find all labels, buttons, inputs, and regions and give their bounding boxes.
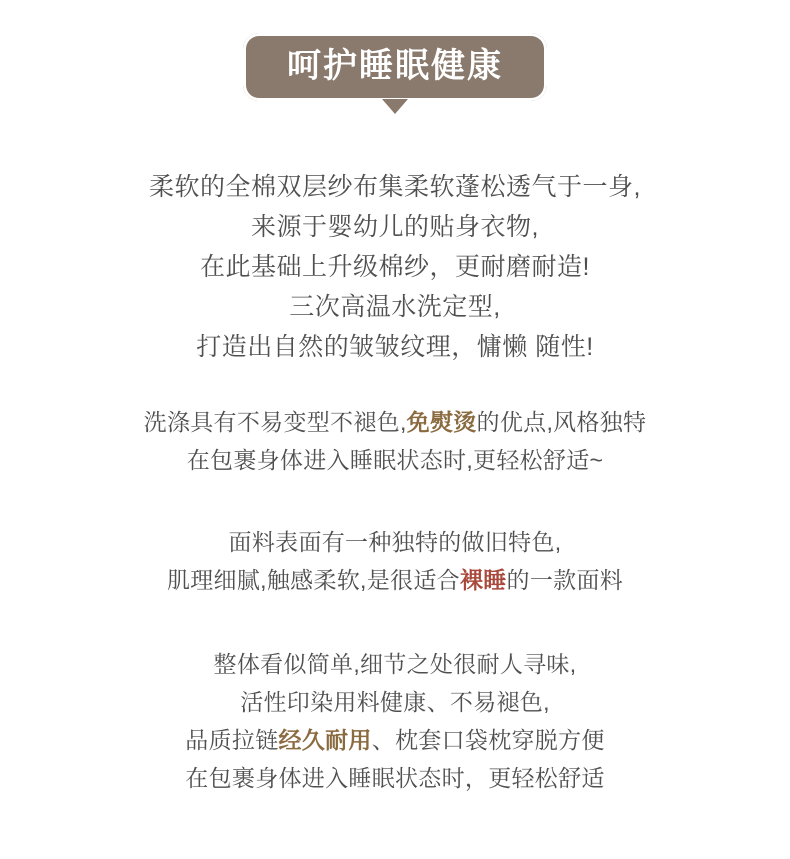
- highlight-naked-sleep: 裸睡: [459, 567, 507, 593]
- paragraph-line: 在此基础上升级棉纱，更耐磨耐造!: [200, 253, 590, 281]
- paragraph-line: 在包裹身体进入睡眠状态时,更轻松舒适~: [186, 447, 604, 473]
- paragraph-line: 柔软的全棉双层纱布集柔软蓬松透气于一身,: [149, 173, 641, 201]
- text-segment: 的一款面料: [506, 567, 624, 593]
- banner-tail-shape: [382, 99, 408, 114]
- text-segment: 品质拉链: [185, 727, 279, 753]
- paragraph-line: 打造出自然的皱皱纹理，慵懒 随性!: [196, 333, 594, 361]
- text-segment: 、枕套口袋枕穿脱方便: [371, 727, 605, 753]
- paragraph-fabric-intro: [0, 167, 790, 367]
- paragraph-line: 三次高温水洗定型,: [289, 293, 501, 321]
- paragraph-details-quality: [0, 645, 790, 797]
- highlight-no-ironing: 免熨烫: [406, 409, 477, 435]
- text-segment: 洗涤具有不易变型不褪色,: [143, 409, 407, 435]
- paragraph-line: [0, 561, 790, 599]
- text-segment: 的优点,风格独特: [476, 409, 647, 435]
- description-content: [0, 167, 790, 797]
- title-banner-container: [0, 0, 790, 101]
- page-title: 呵护睡眠健康: [287, 47, 503, 85]
- paragraph-line: [0, 403, 790, 441]
- paragraph-line: 整体看似简单,细节之处很耐人寻味,: [213, 651, 577, 677]
- paragraph-wash-care: [0, 403, 790, 479]
- highlight-durable-zipper: 经久耐用: [278, 727, 372, 753]
- paragraph-line: 来源于婴幼儿的贴身衣物,: [251, 213, 539, 241]
- paragraph-surface-texture: [0, 523, 790, 599]
- text-segment: 肌理细腻,触感柔软,是很适合: [166, 567, 460, 593]
- paragraph-line: [0, 721, 790, 759]
- paragraph-line: 面料表面有一种独特的做旧特色,: [228, 529, 562, 555]
- paragraph-line: 活性印染用料健康、不易褪色,: [240, 689, 550, 715]
- paragraph-line: 在包裹身体进入睡眠状态时，更轻松舒适: [185, 765, 605, 791]
- title-banner: [243, 33, 547, 101]
